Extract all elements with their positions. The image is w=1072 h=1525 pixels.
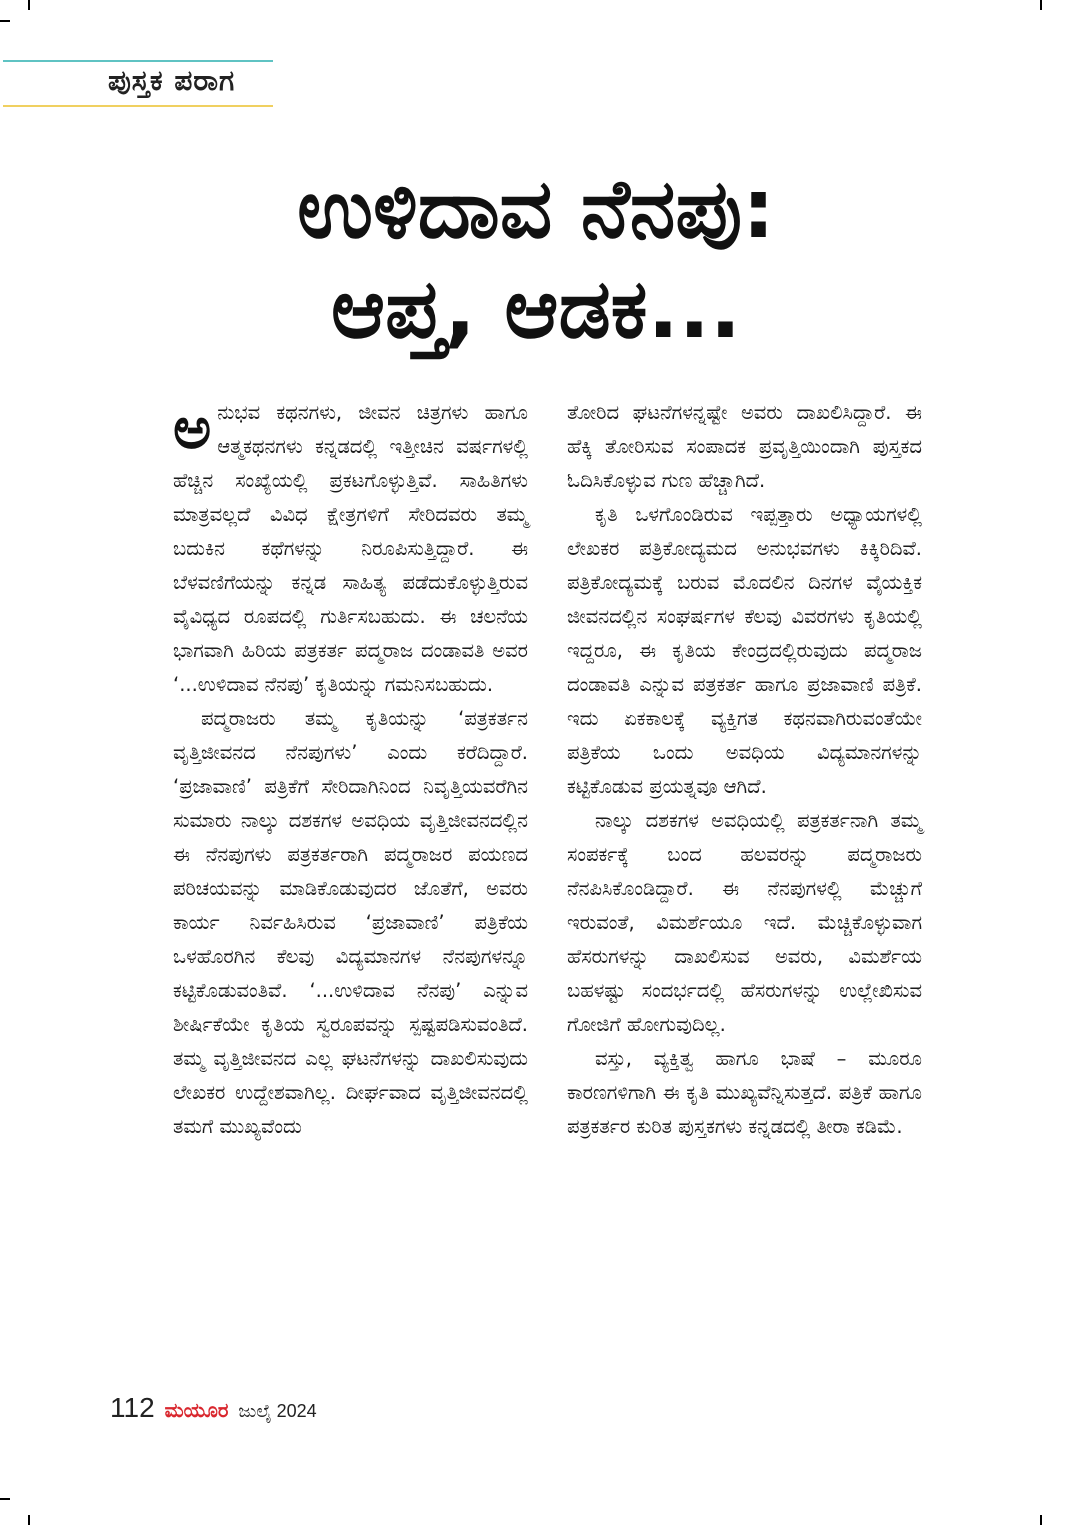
- article-paragraph: ಕೃತಿ ಒಳಗೊಂಡಿರುವ ಇಪ್ಪತ್ತಾರು ಅಧ್ಯಾಯಗಳಲ್ಲಿ ಲೇಖಕರ ಪತ್ರಿಕೋದ್ಯಮದ ಅನುಭವಗಳು ಕಿಕ್ಕಿರಿದಿವೆ. ಪತ್ರಿಕೋದ್ಯಮಕ್ಕೆ ಬರುವ ಮೊದಲಿನ ದಿನಗಳ ವೈಯಕ್ತಿಕ ಜೀವನದಲ್ಲಿನ ಸಂಘರ್ಷಗಳ ಕೆಲವು ವಿವರಗಳು ಕೃತಿಯಲ್ಲಿ ಇದ್ದರೂ, ಈ ಕೃತಿಯ ಕೇಂದ್ರದಲ್ಲಿರುವುದು ಪದ್ಮರಾಜ ದಂಡಾವತಿ ಎನ್ನುವ ಪತ್ರಕರ್ತ ಹಾಗೂ ಪ್ರಜಾವಾಣಿ ಪತ್ರಿಕೆ. ಇದು ಏಕಕಾಲಕ್ಕೆ ವ್ಯಕ್ತಿಗತ ಕಥನವಾಗಿರುವಂತೆಯೇ ಪತ್ರಿಕೆಯ ಒಂದು ಅವಧಿಯ ವಿದ್ಯಮಾನಗಳನ್ನು ಕಟ್ಟಿಕೊಡುವ ಪ್ರಯತ್ನವೂ ಆಗಿದೆ.: [567, 503, 922, 798]
- crop-mark: [0, 1498, 10, 1500]
- article-paragraph: ಪದ್ಮರಾಜರು ತಮ್ಮ ಕೃತಿಯನ್ನು ‘ಪತ್ರಕರ್ತನ ವೃತ್ತಿಜೀವನದ ನೆನಪುಗಳು’ ಎಂದು ಕರೆದಿದ್ದಾರೆ. ‘ಪ್ರಜಾವಾಣಿ’ ಪತ್ರಿಕೆಗೆ ಸೇರಿದಾಗಿನಿಂದ ನಿವೃತ್ತಿಯವರೆಗಿನ ಸುಮಾರು ನಾಲ್ಕು ದಶಕಗಳ ಅವಧಿಯ ವೃತ್ತಿಜೀವನದಲ್ಲಿನ ಈ ನೆನಪುಗಳು ಪತ್ರಕರ್ತರಾಗಿ ಪದ್ಮರಾಜರ ಪಯಣದ ಪರಿಚಯವನ್ನು ಮಾಡಿಕೊಡುವುದರ ಜೊತೆಗೆ, ಅವರು ಕಾರ್ಯ ನಿರ್ವಹಿಸಿರುವ ‘ಪ್ರಜಾವಾಣಿ’ ಪತ್ರಿಕೆಯ ಒಳಹೊರಗಿನ ಕೆಲವು ವಿದ್ಯಮಾನಗಳ ನೆನಪುಗಳನ್ನೂ ಕಟ್ಟಿಕೊಡುವಂತಿವೆ. ‘...ಉಳಿದಾವ ನೆನಪು’ ಎನ್ನುವ ಶೀರ್ಷಿಕೆಯೇ ಕೃತಿಯ ಸ್ವರೂಪವನ್ನು ಸ್ಪಷ್ಟಪಡಿಸುವಂತಿದೆ. ತಮ್ಮ ವೃತ್ತಿಜೀವನದ ಎಲ್ಲ ಘಟನೆಗಳನ್ನು ದಾಖಲಿಸುವುದು ಲೇಖಕರ ಉದ್ದೇಶವಾಗಿಲ್ಲ. ದೀರ್ಘವಾದ ವೃತ್ತಿಜೀವನದಲ್ಲಿ ತಮಗೆ ಮುಖ್ಯವೆಂದು: [173, 707, 528, 1138]
- section-rule-top: [3, 60, 273, 62]
- drop-cap: ಅ: [173, 394, 212, 462]
- crop-mark: [1040, 1515, 1042, 1525]
- article-paragraph: ನಾಲ್ಕು ದಶಕಗಳ ಅವಧಿಯಲ್ಲಿ ಪತ್ರಕರ್ತನಾಗಿ ತಮ್ಮ ಸಂಪರ್ಕಕ್ಕೆ ಬಂದ ಹಲವರನ್ನು ಪದ್ಮರಾಜರು ನೆನಪಿಸಿಕೊಂಡಿದ್ದಾರೆ. ಈ ನೆನಪುಗಳಲ್ಲಿ ಮೆಚ್ಚುಗೆ ಇರುವಂತೆ, ವಿಮರ್ಶೆಯೂ ಇದೆ. ಮೆಚ್ಚಿಕೊಳ್ಳುವಾಗ ಹೆಸರುಗಳನ್ನು ದಾಖಲಿಸುವ ಅವರು, ವಿಮರ್ಶೆಯ ಬಹಳಷ್ಟು ಸಂದರ್ಭದಲ್ಲಿ ಹೆಸರುಗಳನ್ನು ಉಲ್ಲೇಖಿಸುವ ಗೋಜಿಗೆ ಹೋಗುವುದಿಲ್ಲ.: [567, 809, 922, 1036]
- crop-mark: [0, 20, 10, 22]
- crop-mark: [1040, 0, 1042, 10]
- section-label: ಪುಸ್ತಕ ಪರಾಗ: [108, 64, 236, 97]
- article-paragraph: ತೋರಿದ ಘಟನೆಗಳನ್ನಷ್ಟೇ ಅವರು ದಾಖಲಿಸಿದ್ದಾರೆ. ಈ ಹೆಕ್ಕಿ ತೋರಿಸುವ ಸಂಪಾದಕ ಪ್ರವೃತ್ತಿಯಿಂದಾಗಿ ಪುಸ್ತಕದ ಓದಿಸಿಕೊಳ್ಳುವ ಗುಣ ಹೆಚ್ಚಾಗಿದೆ.: [567, 401, 922, 492]
- page-number: 112: [110, 1392, 155, 1423]
- magazine-logo: ಮಯೂರ: [164, 1400, 229, 1422]
- issue-date: ಜುಲೈ 2024: [238, 1401, 317, 1421]
- page-footer: [110, 1392, 317, 1424]
- article-column-left: [173, 396, 528, 1144]
- crop-mark: [28, 1515, 30, 1525]
- headline-line-1: ಉಳಿದಾವ ನೆನಪು:: [297, 162, 775, 257]
- article-paragraph: ಅನುಭವ ಕಥನಗಳು, ಜೀವನ ಚಿತ್ರಗಳು ಹಾಗೂ ಆತ್ಮಕಥನಗಳು ಕನ್ನಡದಲ್ಲಿ ಇತ್ತೀಚಿನ ವರ್ಷಗಳಲ್ಲಿ ಹೆಚ್ಚಿನ ಸಂಖ್ಯೆಯಲ್ಲಿ ಪ್ರಕಟಗೊಳ್ಳುತ್ತಿವೆ. ಸಾಹಿತಿಗಳು ಮಾತ್ರವಲ್ಲದೆ ವಿವಿಧ ಕ್ಷೇತ್ರಗಳಿಗೆ ಸೇರಿದವರು ತಮ್ಮ ಬದುಕಿನ ಕಥೆಗಳನ್ನು ನಿರೂಪಿಸುತ್ತಿದ್ದಾರೆ. ಈ ಬೆಳವಣಿಗೆಯನ್ನು ಕನ್ನಡ ಸಾಹಿತ್ಯ ಪಡೆದುಕೊಳ್ಳುತ್ತಿರುವ ವೈವಿಧ್ಯದ ರೂಪದಲ್ಲಿ ಗುರ್ತಿಸಬಹುದು. ಈ ಚಲನೆಯ ಭಾಗವಾಗಿ ಹಿರಿಯ ಪತ್ರಕರ್ತ ಪದ್ಮರಾಜ ದಂಡಾವತಿ ಅವರ ‘...ಉಳಿದಾವ ನೆನಪು’ ಕೃತಿಯನ್ನು ಗಮನಿಸಬಹುದು.: [173, 394, 528, 696]
- section-rule-bottom: [3, 105, 273, 107]
- article-paragraph: ವಸ್ತು, ವ್ಯಕ್ತಿತ್ವ ಹಾಗೂ ಭಾಷೆ – ಮೂರೂ ಕಾರಣಗಳಿಗಾಗಿ ಈ ಕೃತಿ ಮುಖ್ಯವೆನ್ನಿಸುತ್ತದೆ. ಪತ್ರಿಕೆ ಹಾಗೂ ಪತ್ರಕರ್ತರ ಕುರಿತ ಪುಸ್ತಕಗಳು ಕನ್ನಡದಲ್ಲಿ ತೀರಾ ಕಡಿಮೆ.: [567, 1047, 922, 1138]
- headline-line-2: ಆಪ್ತ, ಆಡಕ...: [330, 262, 742, 357]
- article-column-right: [567, 396, 922, 1144]
- crop-mark: [28, 0, 30, 10]
- headline: [0, 160, 1072, 360]
